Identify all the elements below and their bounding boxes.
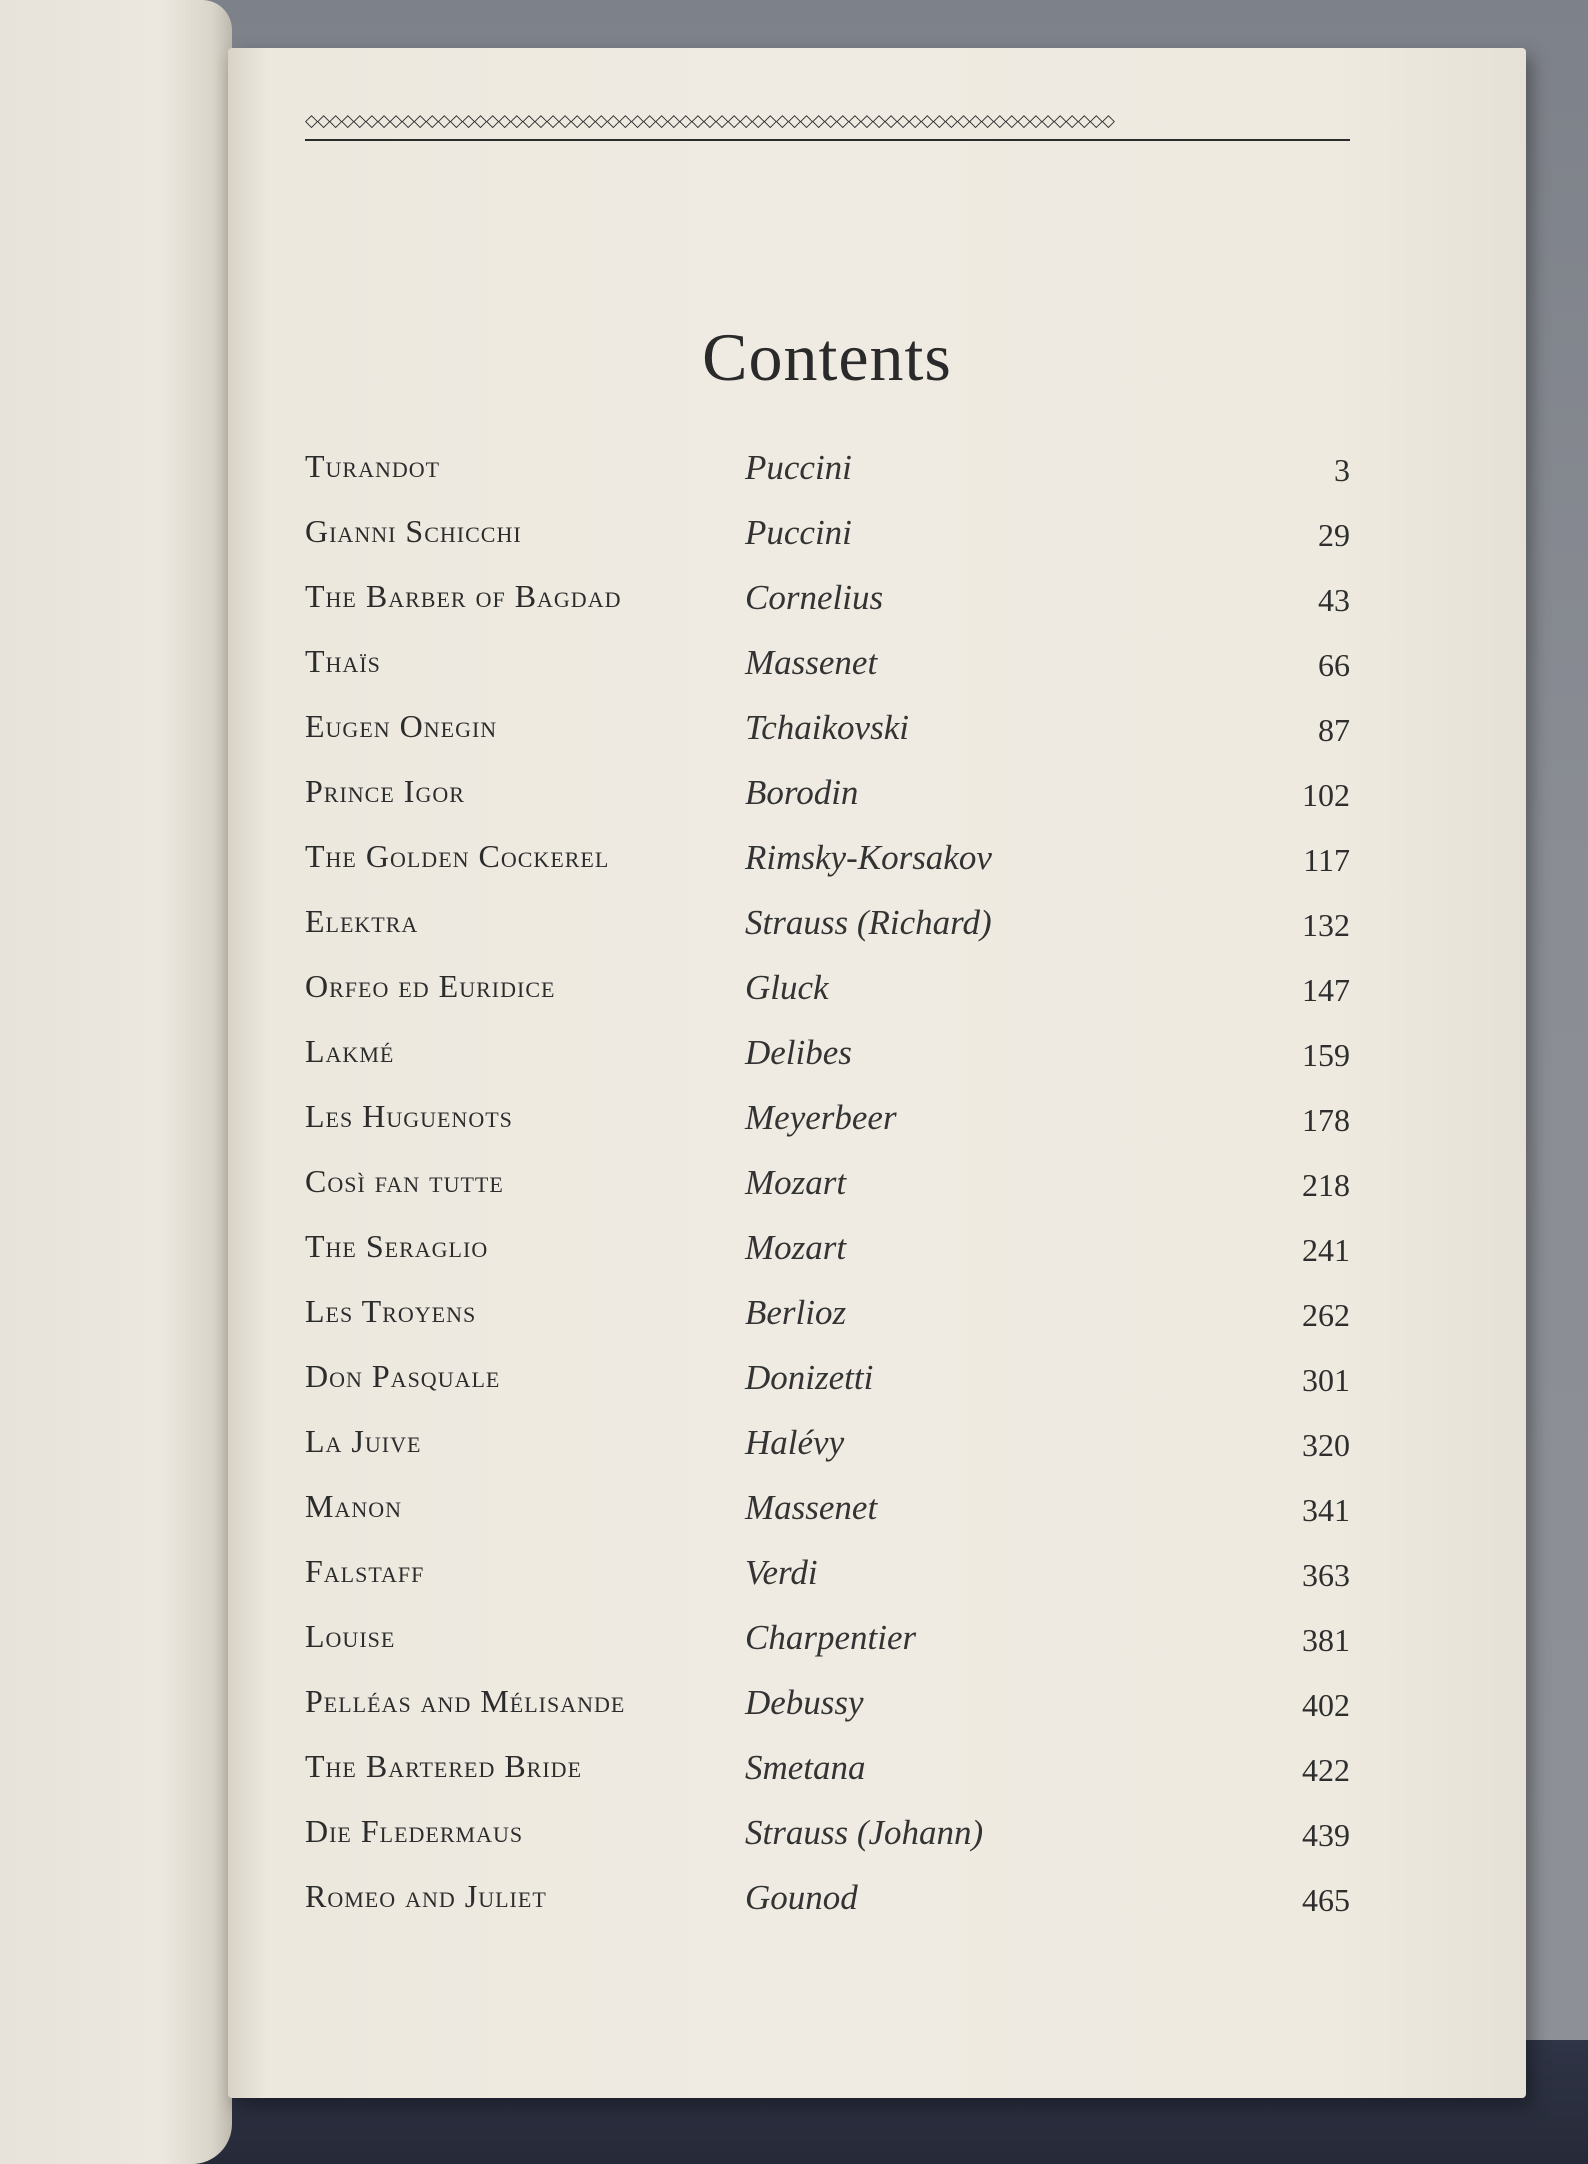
composer-name: Smetana [745,1748,866,1787]
toc-entry [305,1090,1350,1155]
contents-list [305,440,1350,1935]
opera-title: Falstaff [305,1553,425,1589]
toc-entry [305,1545,1350,1610]
opera-title: Lakmé [305,1033,395,1069]
composer-name: Puccini [745,513,852,552]
toc-entry [305,765,1350,830]
composer-name: Borodin [745,773,859,812]
opera-title: Louise [305,1618,396,1654]
composer-name: Halévy [745,1423,845,1462]
toc-entry [305,570,1350,635]
composer-name: Cornelius [745,578,884,617]
page-number: 301 [1302,1362,1350,1398]
opera-title: Die Fledermaus [305,1813,524,1849]
opera-title: The Bartered Bride [305,1748,583,1784]
toc-entry [305,1350,1350,1415]
page-number: 241 [1302,1232,1350,1268]
composer-name: Charpentier [745,1618,917,1657]
page-number: 117 [1303,842,1350,878]
page-number: 87 [1318,712,1350,748]
toc-entry [305,1155,1350,1220]
toc-entry [305,1415,1350,1480]
opera-title: Manon [305,1488,403,1524]
composer-name: Gounod [745,1878,858,1917]
composer-name: Strauss (Johann) [745,1813,984,1852]
opera-title: Orfeo ed Euridice [305,968,556,1004]
toc-entry [305,1870,1350,1935]
opera-title: Les Huguenots [305,1098,513,1134]
page-number: 262 [1302,1297,1350,1333]
toc-entry [305,895,1350,960]
page-number: 66 [1318,647,1350,683]
composer-name: Mozart [745,1228,847,1267]
toc-entry [305,1025,1350,1090]
toc-entry [305,505,1350,570]
page-number: 341 [1302,1492,1350,1528]
composer-name: Debussy [745,1683,864,1722]
opera-title: Pelléas and Mélisande [305,1683,626,1719]
page-number: 363 [1302,1557,1350,1593]
page-number: 178 [1302,1102,1350,1138]
page-number: 422 [1302,1752,1350,1788]
opera-title: The Seraglio [305,1228,489,1264]
opera-title: Don Pasquale [305,1358,501,1394]
page-number: 3 [1334,452,1350,488]
page-title: Contents [702,319,952,395]
page-number: 465 [1302,1882,1350,1918]
page-number: 439 [1302,1817,1350,1853]
composer-name: Meyerbeer [745,1098,897,1137]
opera-title: Romeo and Juliet [305,1878,547,1914]
toc-entry [305,1220,1350,1285]
opera-title: Thaïs [305,643,381,679]
toc-entry [305,700,1350,765]
page-number: 102 [1302,777,1350,813]
toc-entry [305,1285,1350,1350]
composer-name: Berlioz [745,1293,847,1332]
toc-entry [305,1805,1350,1870]
opera-title: The Golden Cockerel [305,838,610,874]
composer-name: Massenet [745,643,878,682]
opera-title: Così fan tutte [305,1163,504,1199]
opera-title: Prince Igor [305,773,465,809]
header-rule [305,139,1350,141]
opera-title: Gianni Schicchi [305,513,522,549]
composer-name: Donizetti [745,1358,874,1397]
toc-entry [305,440,1350,505]
toc-entry [305,1675,1350,1740]
composer-name: Puccini [745,448,852,487]
page-number: 381 [1302,1622,1350,1658]
composer-name: Massenet [745,1488,878,1527]
toc-entry [305,1480,1350,1545]
composer-name: Tchaikovski [745,708,909,747]
toc-entry [305,960,1350,1025]
opera-title: Eugen Onegin [305,708,498,744]
composer-name: Strauss (Richard) [745,903,992,942]
page-number: 218 [1302,1167,1350,1203]
page-number: 132 [1302,907,1350,943]
opera-title: Les Troyens [305,1293,477,1329]
page-number: 43 [1318,582,1350,618]
header-ornament: ◇◇◇◇◇◇◇◇◇◇◇◇◇◇◇◇◇◇◇◇◇◇◇◇◇◇◇◇◇◇◇◇◇◇◇◇◇◇◇◇◇◇◇◇◇◇◇◇◇◇◇◇◇◇◇◇◇◇◇◇◇◇◇◇◇◇◇ [305,111,1114,131]
page-number: 320 [1302,1427,1350,1463]
page-number: 402 [1302,1687,1350,1723]
composer-name: Verdi [745,1553,818,1592]
page-number: 29 [1318,517,1350,553]
opera-title: Elektra [305,903,419,939]
toc-entry [305,1610,1350,1675]
composer-name: Mozart [745,1163,847,1202]
composer-name: Gluck [745,968,829,1007]
toc-entry [305,830,1350,895]
page-number: 147 [1302,972,1350,1008]
composer-name: Delibes [745,1033,852,1072]
toc-entry [305,1740,1350,1805]
opera-title: The Barber of Bagdad [305,578,622,614]
page-number: 159 [1302,1037,1350,1073]
opera-title: La Juive [305,1423,422,1459]
toc-entry [305,635,1350,700]
opera-title: Turandot [305,448,441,484]
composer-name: Rimsky-Korsakov [745,838,992,877]
